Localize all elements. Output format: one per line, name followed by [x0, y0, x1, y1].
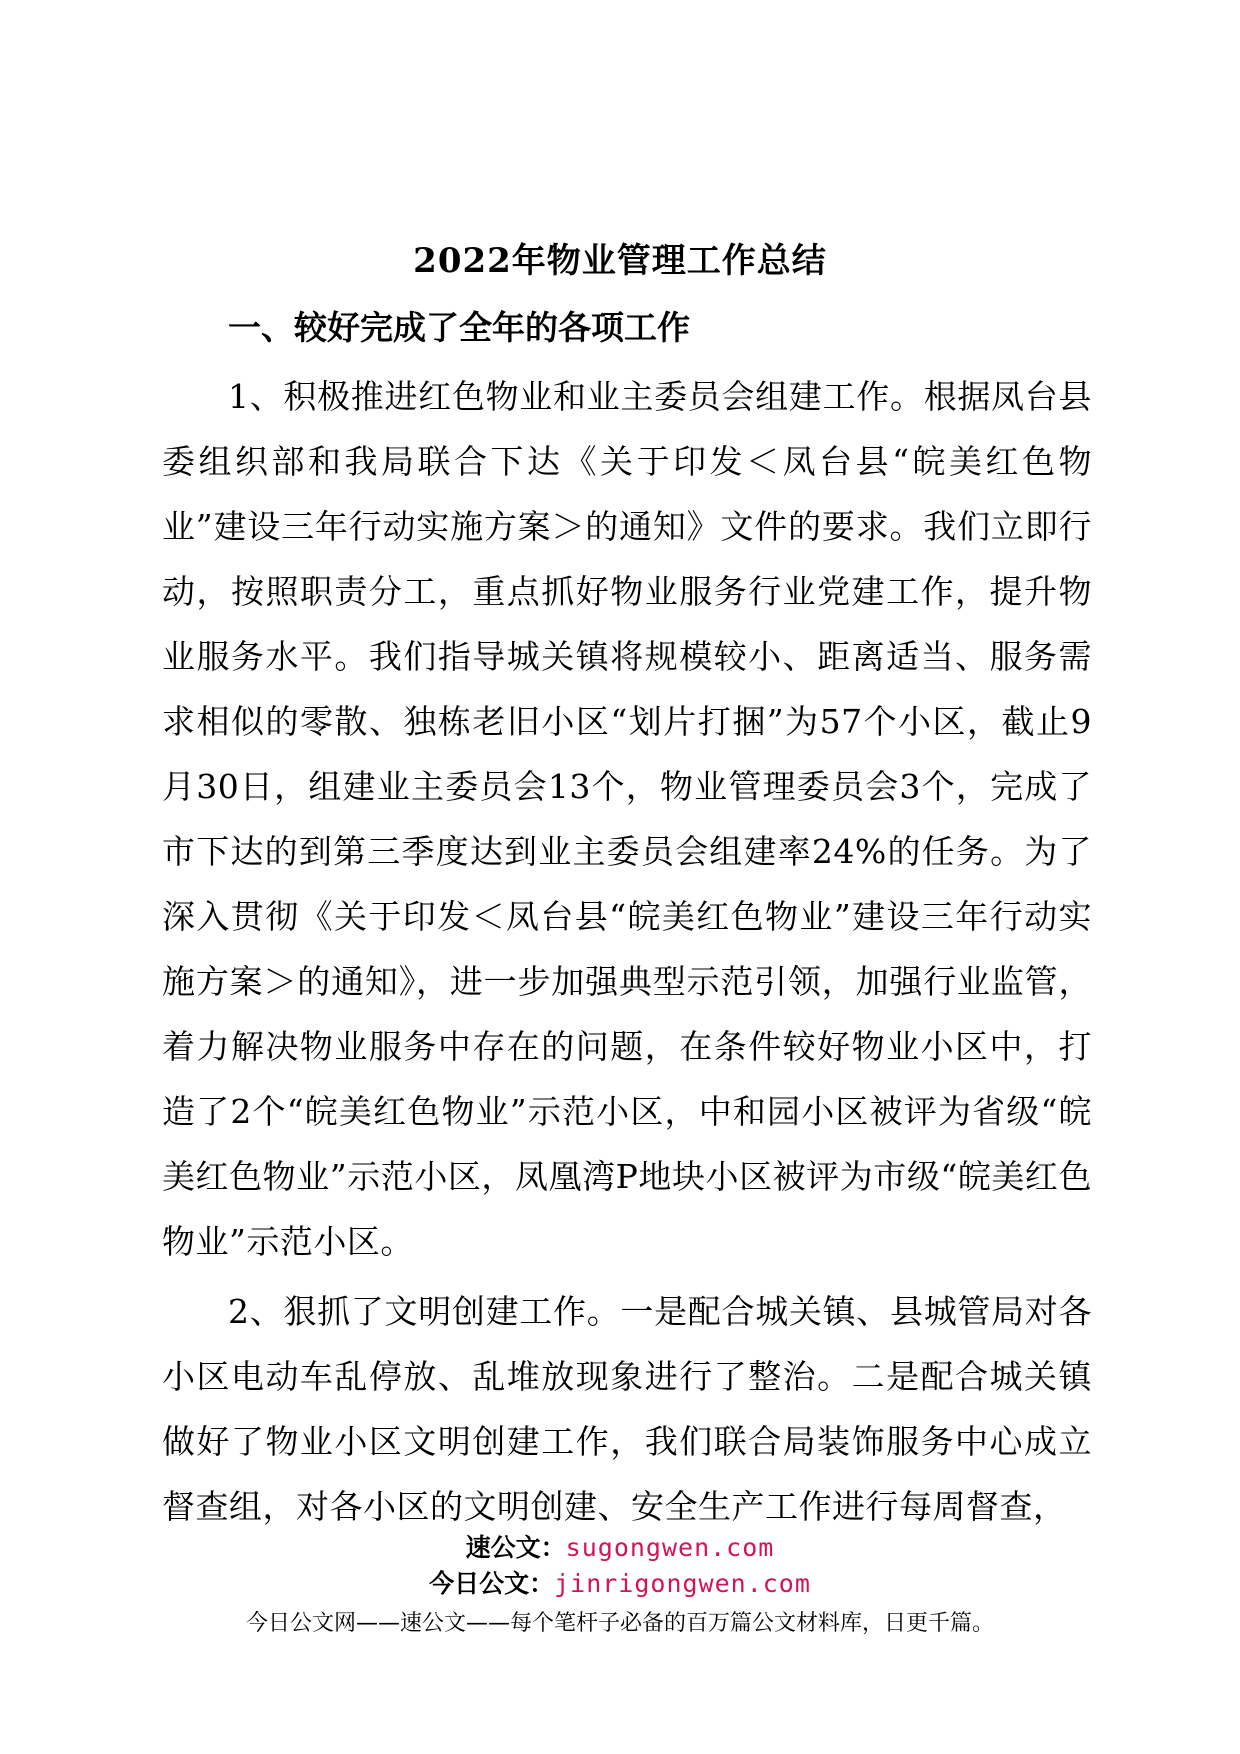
section-heading: 一、较好完成了全年的各项工作 — [228, 308, 690, 347]
footer-link-1[interactable]: sugongwen.com — [565, 1533, 775, 1562]
footer-link-2[interactable]: jinrigongwen.com — [554, 1569, 811, 1598]
document-title: 2022年物业管理工作总结 — [413, 241, 827, 281]
footer-label-2: 今日公文： — [429, 1569, 555, 1598]
footer-label-1: 速公文： — [465, 1533, 566, 1562]
footer-watermark — [0, 1530, 1240, 1644]
footer-slogan: 今日公文网——速公文——每个笔杆子必备的百万篇公文材料库，日更千篇。 — [245, 1611, 994, 1636]
footer-line-1 — [0, 1530, 1240, 1566]
footer-line-2 — [0, 1566, 1240, 1602]
paragraph-1: 1、积极推进红色物业和业主委员会组建工作。根据凤台县委组织部和我局联合下达《关于印发＜凤台县“皖美红色物业”建设三年行动实施方案＞的通知》文件的要求。我们立即行动，按照职责分工，重点抓好物业服务行业党建工作，提升物业服务水平。我们指导城关镇将规模较小、距离适当、服务需求相似的零散、独栋老旧小区“划片打捆”为57个小区，截止9月30日，组建业主委员会13个，物业管理委员会3个，完成了市下达的到第三季度达到业主委员会组建率24%的任务。为了深入贯彻《关于印发＜凤台县“皖美红色物业”建设三年行动实施方案＞的通知》，进一步加强典型示范引领，加强行业监管，着力解决物业服务中存在的问题，在条件较好物业小区中，打造了2个“皖美红色物业”示范小区，中和园小区被评为省级“皖美红色物业”示范小区，凤凰湾P地块小区被评为市级“皖美红色物业”示范小区。 — [162, 377, 1092, 1261]
paragraph-2: 2、狠抓了文明创建工作。一是配合城关镇、县城管局对各小区电动车乱停放、乱堆放现象进行了整治。二是配合城关镇做好了物业小区文明创建工作，我们联合局装饰服务中心成立督查组，对各小区的文明创建、安全生产工作进行每周督查， — [162, 1292, 1092, 1526]
